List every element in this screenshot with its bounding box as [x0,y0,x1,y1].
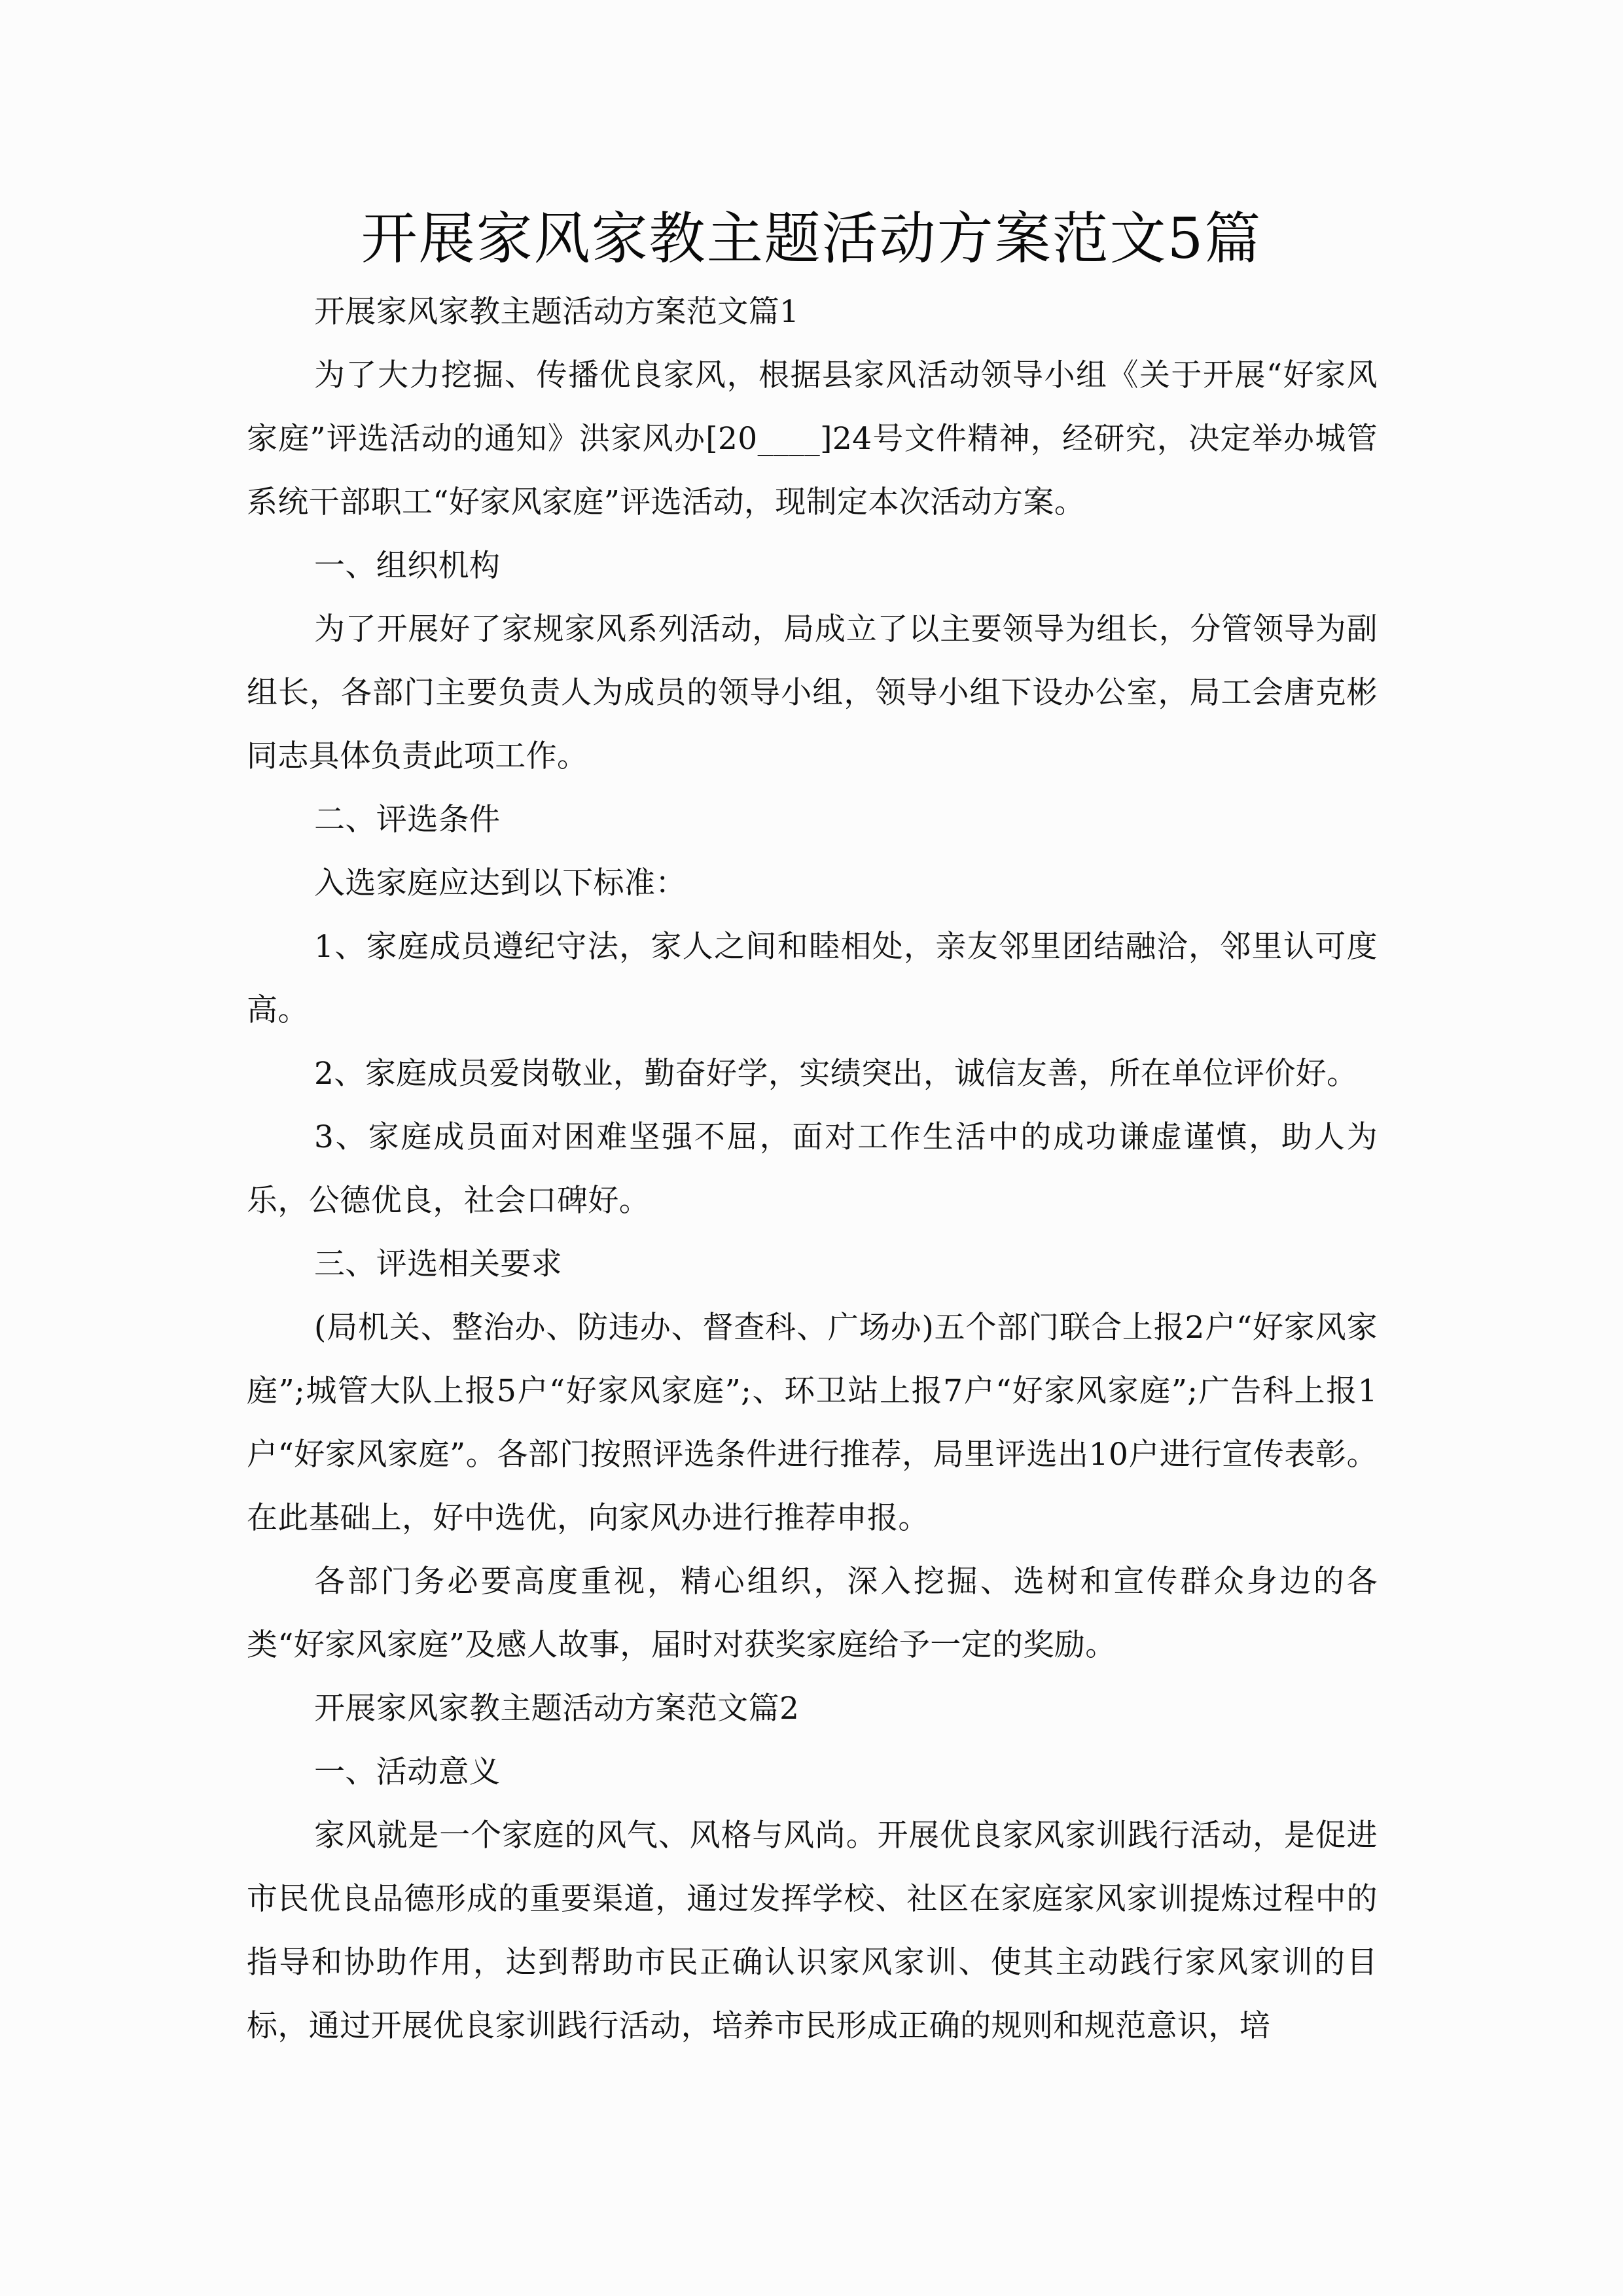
article-subheading-2: 开展家风家教主题活动方案范文篇2 [314,1691,800,1727]
criteria-item-2: 2、家庭成员爱岗敬业，勤奋好学，实绩突出，诚信友善，所在单位评价好。 [314,1056,1358,1092]
document-title: 开展家风家教主题活动方案范文5篇 [361,206,1262,272]
section-heading-requirements: 三、评选相关要求 [314,1246,563,1282]
section-heading-organization: 一、组织机构 [314,548,501,584]
document-body [247,280,1378,2058]
criteria-intro: 入选家庭应达到以下标准： [314,865,687,901]
section-heading-significance: 一、活动意义 [314,1754,501,1790]
criteria-item-3: 3、家庭成员面对困难坚强不屈，面对工作生活中的成功谦虚谨慎，助人为乐，公德优良，社会口碑好。 [247,1119,1378,1219]
requirements-emphasis-paragraph: 各部门务必要高度重视，精心组织，深入挖掘、选树和宣传群众身边的各类“好家风家庭”及感人故事，届时对获奖家庭给予一定的奖励。 [247,1564,1378,1663]
organization-paragraph: 为了开展好了家规家风系列活动，局成立了以主要领导为组长，分管领导为副组长，各部门主要负责人为成员的领导小组，领导小组下设办公室，局工会唐克彬同志具体负责此项工作。 [247,611,1378,774]
article-subheading-1: 开展家风家教主题活动方案范文篇1 [314,294,800,330]
requirements-paragraph: (局机关、整治办、防违办、督查科、广场办)五个部门联合上报2户“好家风家庭”;城管大队上报5户“好家风家庭”;、环卫站上报7户“好家风家庭”;广告科上报1户“好家风家庭”。各部门按照评选条件进行推荐，局里评选出10户进行宣传表彰。在此基础上，好中选优，向家风办进行推荐申报。 [247,1310,1378,1536]
criteria-item-1: 1、家庭成员遵纪守法，家人之间和睦相处，亲友邻里团结融洽，邻里认可度高。 [247,929,1378,1028]
section-heading-criteria: 二、评选条件 [314,802,501,838]
intro-paragraph: 为了大力挖掘、传播优良家风，根据县家风活动领导小组《关于开展“好家风家庭”评选活动的通知》洪家风办[20____]24号文件精神，经研究，决定举办城管系统干部职工“好家风家庭”评选活动，现制定本次活动方案。 [247,357,1378,520]
significance-paragraph: 家风就是一个家庭的风气、风格与风尚。开展优良家风家训践行活动，是促进市民优良品德形成的重要渠道，通过发挥学校、社区在家庭家风家训提炼过程中的指导和协助作用，达到帮助市民正确认识家风家训、使其主动践行家风家训的目标，通过开展优良家训践行活动，培养市民形成正确的规则和规范意识，培 [247,1818,1378,2044]
